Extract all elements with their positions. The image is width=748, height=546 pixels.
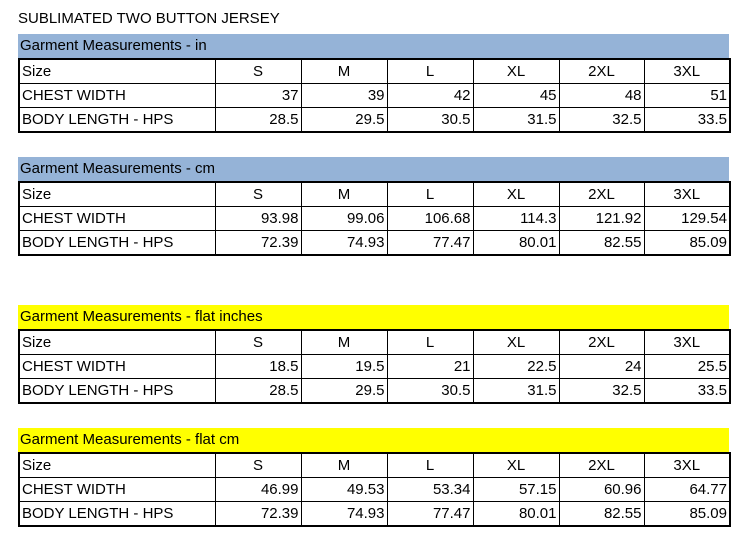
size-header-cell: 2XL [559,330,644,355]
size-header-cell: XL [473,59,559,84]
section-heading: Garment Measurements - cm [18,157,729,181]
size-header-cell: M [301,59,387,84]
value-cell: 37 [215,84,301,108]
measurements-section-flat-cm [18,428,729,527]
table-row [19,108,730,133]
value-cell: 74.93 [301,502,387,527]
value-cell: 32.5 [559,379,644,404]
size-header-cell: 3XL [644,453,730,478]
size-header-cell: XL [473,330,559,355]
value-cell: 51 [644,84,730,108]
table-row [19,502,730,527]
row-label: CHEST WIDTH [19,478,215,502]
row-label: BODY LENGTH - HPS [19,108,215,133]
value-cell: 53.34 [387,478,473,502]
size-header-cell: 2XL [559,59,644,84]
table-row [19,379,730,404]
value-cell: 25.5 [644,355,730,379]
value-cell: 64.77 [644,478,730,502]
value-cell: 72.39 [215,231,301,256]
value-cell: 18.5 [215,355,301,379]
size-header-cell: L [387,182,473,207]
value-cell: 77.47 [387,231,473,256]
value-cell: 28.5 [215,108,301,133]
value-cell: 24 [559,355,644,379]
row-label: BODY LENGTH - HPS [19,231,215,256]
row-label: CHEST WIDTH [19,207,215,231]
size-header-label: Size [19,59,215,84]
value-cell: 93.98 [215,207,301,231]
value-cell: 85.09 [644,231,730,256]
value-cell: 85.09 [644,502,730,527]
size-header-cell: S [215,453,301,478]
row-label: BODY LENGTH - HPS [19,379,215,404]
value-cell: 49.53 [301,478,387,502]
table-header-row [19,59,730,84]
size-header-cell: XL [473,453,559,478]
table-row [19,207,730,231]
value-cell: 77.47 [387,502,473,527]
value-cell: 80.01 [473,502,559,527]
size-header-cell: 2XL [559,182,644,207]
value-cell: 82.55 [559,231,644,256]
table-row [19,84,730,108]
value-cell: 48 [559,84,644,108]
table-header-row [19,182,730,207]
section-heading: Garment Measurements - flat inches [18,305,729,329]
value-cell: 29.5 [301,108,387,133]
measurements-section-cm [18,157,729,256]
size-header-cell: S [215,182,301,207]
section-heading: Garment Measurements - in [18,34,729,58]
value-cell: 30.5 [387,108,473,133]
value-cell: 30.5 [387,379,473,404]
row-label: CHEST WIDTH [19,84,215,108]
size-header-cell: XL [473,182,559,207]
row-label: BODY LENGTH - HPS [19,502,215,527]
size-header-label: Size [19,453,215,478]
value-cell: 28.5 [215,379,301,404]
measurements-table [18,58,731,133]
size-header-cell: L [387,330,473,355]
value-cell: 42 [387,84,473,108]
value-cell: 114.3 [473,207,559,231]
value-cell: 121.92 [559,207,644,231]
value-cell: 33.5 [644,379,730,404]
value-cell: 60.96 [559,478,644,502]
measurements-section-flat-inches [18,305,729,404]
size-header-cell: M [301,330,387,355]
table-header-row [19,453,730,478]
value-cell: 82.55 [559,502,644,527]
size-header-cell: L [387,59,473,84]
size-header-cell: S [215,59,301,84]
document-title: SUBLIMATED TWO BUTTON JERSEY [18,10,280,27]
value-cell: 57.15 [473,478,559,502]
measurements-section-in [18,34,729,133]
value-cell: 21 [387,355,473,379]
table-header-row [19,330,730,355]
size-header-cell: M [301,453,387,478]
value-cell: 106.68 [387,207,473,231]
row-label: CHEST WIDTH [19,355,215,379]
size-header-cell: 2XL [559,453,644,478]
value-cell: 39 [301,84,387,108]
table-row [19,478,730,502]
value-cell: 31.5 [473,379,559,404]
value-cell: 45 [473,84,559,108]
measurements-table [18,181,731,256]
value-cell: 129.54 [644,207,730,231]
size-header-cell: L [387,453,473,478]
value-cell: 33.5 [644,108,730,133]
value-cell: 32.5 [559,108,644,133]
size-header-cell: 3XL [644,182,730,207]
table-row [19,231,730,256]
value-cell: 99.06 [301,207,387,231]
table-row [19,355,730,379]
section-heading: Garment Measurements - flat cm [18,428,729,452]
value-cell: 19.5 [301,355,387,379]
measurements-table [18,329,731,404]
size-header-cell: S [215,330,301,355]
value-cell: 74.93 [301,231,387,256]
size-header-cell: M [301,182,387,207]
size-header-label: Size [19,330,215,355]
size-header-label: Size [19,182,215,207]
value-cell: 80.01 [473,231,559,256]
value-cell: 72.39 [215,502,301,527]
value-cell: 22.5 [473,355,559,379]
value-cell: 31.5 [473,108,559,133]
size-header-cell: 3XL [644,59,730,84]
size-header-cell: 3XL [644,330,730,355]
measurements-table [18,452,731,527]
value-cell: 46.99 [215,478,301,502]
value-cell: 29.5 [301,379,387,404]
